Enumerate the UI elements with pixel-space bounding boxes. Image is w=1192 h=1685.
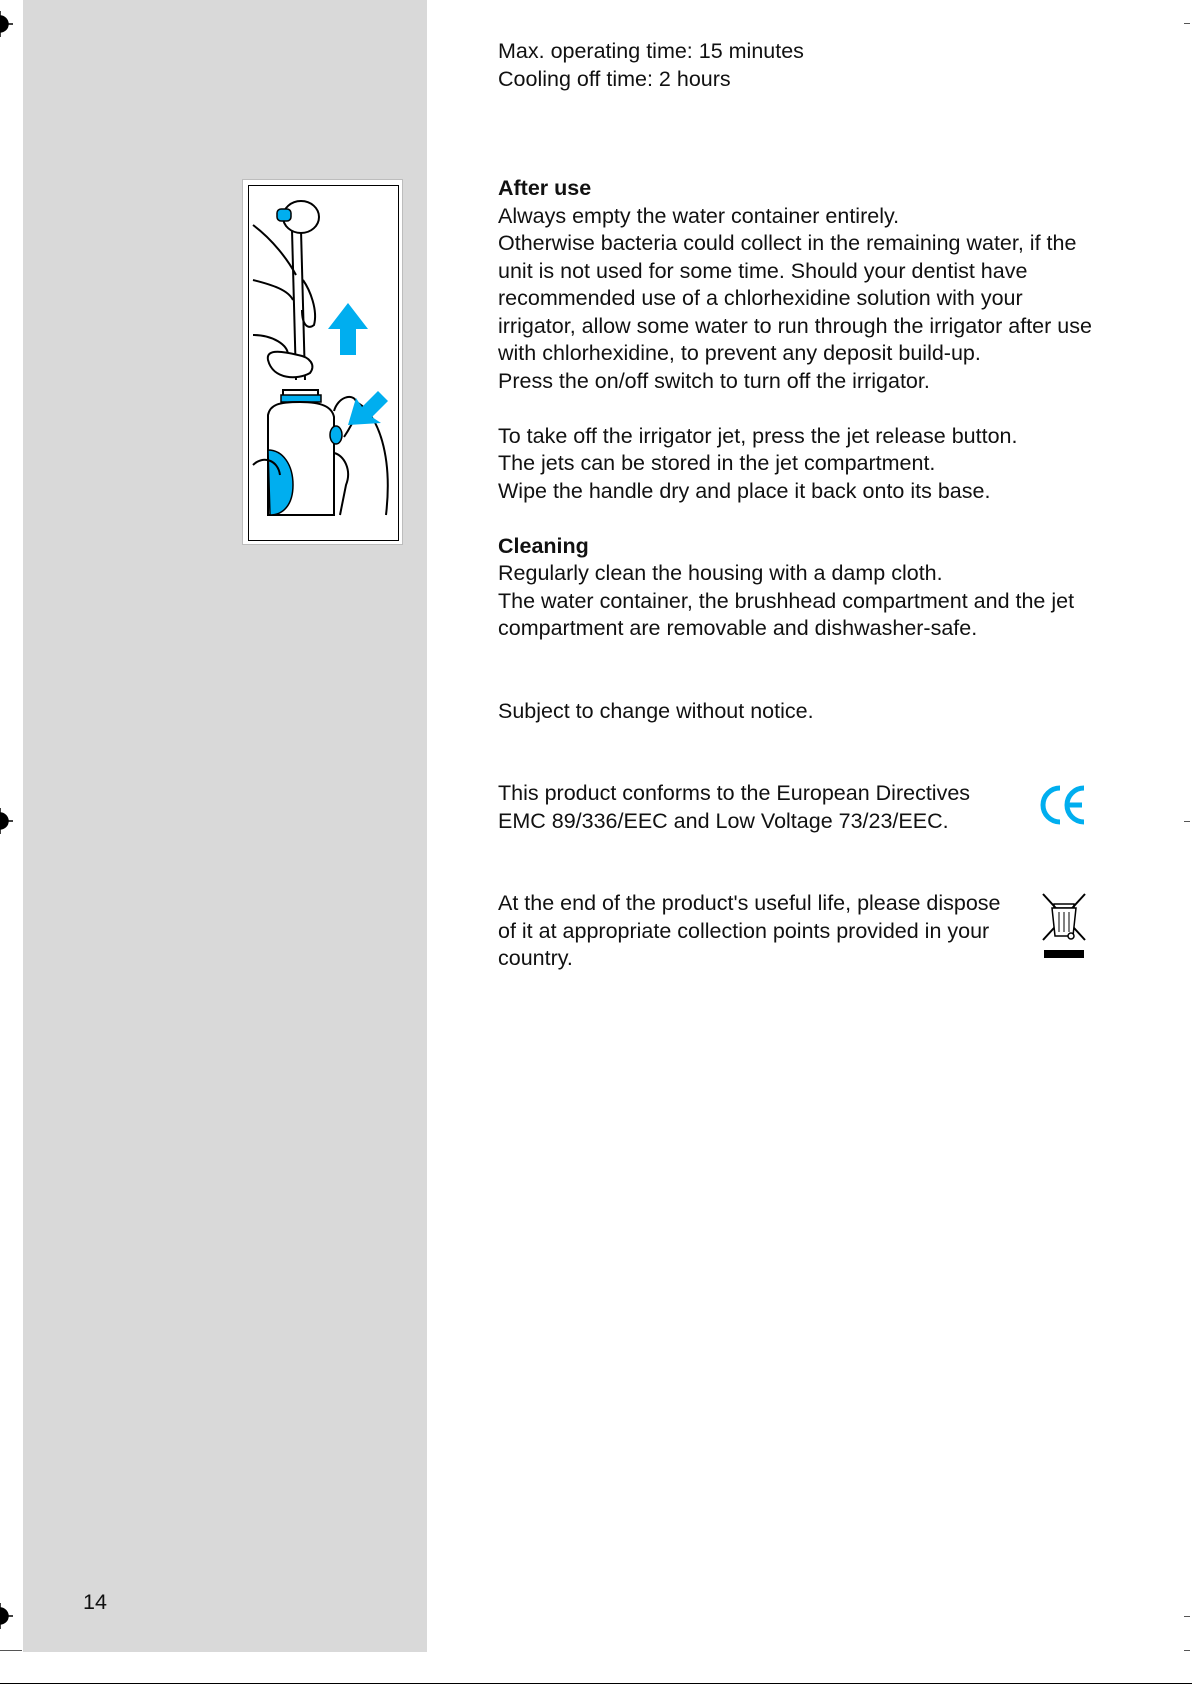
cleaning-body: Regularly clean the housing with a damp cloth. The water container, the brushhead compartment and the jet compartment are removable and dishwasher-safe. bbox=[498, 561, 1075, 640]
after-use-body: Always empty the water container entirely. Otherwise bacteria could collect in the remaining water, if the unit is not used for some time. Should your dentist have recommended use of a chlorhexidine solution with your irrigator, allow some water to run through the irrigator after use with chlorhexidine, to prevent any deposit build-up. Press the on/off switch to turn off the irrigator. bbox=[498, 203, 1092, 393]
after-use-body-2: To take off the irrigator jet, press the jet release button. The jets can be stored in the jet compartment. Wipe the handle dry and place it back onto its base. bbox=[498, 423, 1018, 503]
irrigator-jet-release-illustration bbox=[248, 185, 399, 541]
conformity-text: This product conforms to the European Directives EMC 89/336/EEC and Low Voltage 73/23/EEC. bbox=[498, 781, 971, 833]
registration-mark-icon bbox=[0, 11, 13, 37]
crop-tick bbox=[1184, 1650, 1190, 1651]
conformity-row bbox=[498, 780, 1098, 835]
cleaning-heading: Cleaning bbox=[498, 533, 589, 558]
crop-tick bbox=[1184, 23, 1190, 24]
crop-tick bbox=[1184, 821, 1190, 822]
crop-tick bbox=[1184, 1616, 1190, 1617]
after-use-heading: After use bbox=[498, 176, 592, 200]
page-bottom-rule bbox=[0, 1683, 1192, 1684]
page-number: 14 bbox=[83, 1590, 107, 1614]
crop-tick bbox=[0, 1650, 22, 1651]
disposal-text: At the end of the product's useful life, please dispose of it at appropriate collection points provided in your country. bbox=[498, 891, 1001, 970]
main-content bbox=[498, 38, 1098, 973]
ce-mark-icon bbox=[1038, 782, 1088, 828]
specs-text: Max. operating time: 15 minutes Cooling off time: 2 hours bbox=[498, 39, 804, 91]
irrigator-figure bbox=[242, 179, 403, 545]
notice-text: Subject to change without notice. bbox=[498, 698, 814, 723]
crossed-bin-icon bbox=[1041, 892, 1087, 960]
disposal-row bbox=[498, 890, 1098, 973]
registration-mark-icon bbox=[0, 808, 13, 834]
registration-mark-icon bbox=[0, 1603, 13, 1629]
